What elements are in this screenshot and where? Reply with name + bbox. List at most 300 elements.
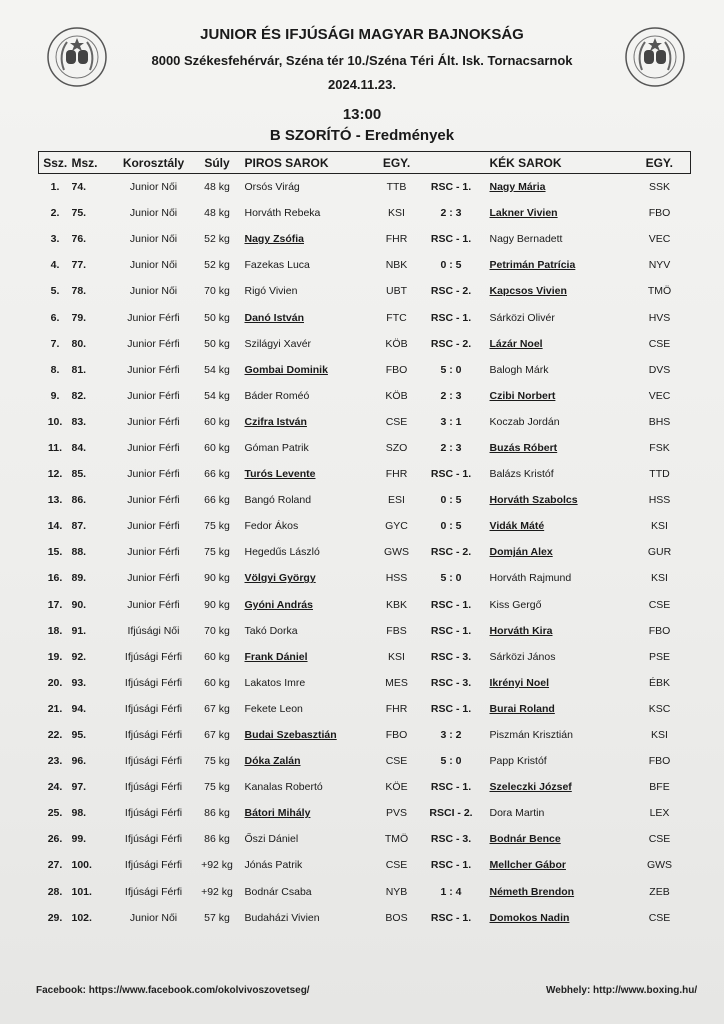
row-weight: 52 kg: [204, 259, 230, 272]
blue-corner-boxer: Ikrényi Noel: [489, 676, 550, 689]
row-weight: 50 kg: [204, 311, 230, 324]
table-row: [39, 592, 691, 618]
blue-corner-boxer: Sárközi János: [489, 650, 556, 663]
bout-result: 2 : 3: [440, 441, 462, 454]
table-row: [39, 461, 691, 487]
row-msz: 94.: [71, 702, 87, 715]
row-msz: 85.: [71, 468, 87, 481]
red-corner-boxer: Horváth Rebeka: [244, 207, 321, 220]
row-age-group: Ifjúsági Férfi: [124, 755, 183, 768]
blue-corner-club: GWS: [646, 859, 673, 872]
row-ssz: 1.: [50, 181, 60, 194]
row-msz: 101.: [71, 885, 92, 898]
blue-corner-club: KSI: [651, 729, 668, 742]
federation-logo-right: [624, 26, 686, 88]
row-age-group: Junior Női: [129, 181, 178, 194]
row-msz: 83.: [71, 415, 87, 428]
event-date: 2024.11.23.: [328, 77, 396, 92]
red-corner-boxer: Turós Levente: [244, 468, 316, 481]
bout-result: RSC - 1.: [430, 598, 472, 611]
row-age-group: Ifjúsági Férfi: [124, 729, 183, 742]
row-ssz: 18.: [47, 624, 63, 637]
table-row: [39, 252, 691, 278]
red-corner-club: CSE: [385, 859, 408, 872]
red-corner-boxer: Fazekas Luca: [244, 259, 310, 272]
blue-corner-club: GUR: [647, 546, 672, 559]
table-row: [39, 618, 691, 644]
red-corner-club: FHR: [385, 702, 408, 715]
row-age-group: Junior Férfi: [127, 598, 180, 611]
row-ssz: 14.: [47, 520, 63, 533]
row-age-group: Junior Férfi: [127, 441, 180, 454]
row-msz: 82.: [71, 389, 87, 402]
row-ssz: 17.: [47, 598, 63, 611]
row-age-group: Ifjúsági Férfi: [124, 885, 183, 898]
blue-corner-boxer: Kapcsos Vivien: [489, 285, 567, 298]
blue-corner-club: DVS: [648, 363, 671, 376]
facebook-link[interactable]: Facebook: https://www.facebook.com/okolvivoszovetseg/: [36, 985, 310, 996]
row-age-group: Ifjúsági Férfi: [124, 807, 183, 820]
red-corner-boxer: Gyóni András: [244, 598, 313, 611]
row-ssz: 12.: [47, 468, 63, 481]
red-corner-club: UBT: [386, 285, 407, 298]
blue-corner-boxer: Mellcher Gábor: [489, 859, 566, 872]
table-row: [39, 696, 691, 722]
bout-result: RSC - 2.: [430, 285, 472, 298]
row-msz: 89.: [71, 572, 87, 585]
bout-result: 5 : 0: [440, 363, 462, 376]
row-ssz: 7.: [50, 337, 60, 350]
table-row: [39, 644, 691, 670]
red-corner-club: GWS: [383, 546, 410, 559]
row-weight: 60 kg: [204, 676, 230, 689]
bout-result: RSC - 2.: [430, 337, 472, 350]
blue-corner-club: KSI: [651, 520, 668, 533]
table-row: [39, 174, 691, 201]
row-age-group: Ifjúsági Női: [127, 624, 180, 637]
blue-corner-club: HSS: [648, 494, 671, 507]
row-age-group: Ifjúsági Férfi: [124, 781, 183, 794]
red-corner-boxer: Fekete Leon: [244, 702, 303, 715]
col-header-age-group: Korosztály: [110, 152, 198, 174]
row-msz: 81.: [71, 363, 87, 376]
bout-result: RSC - 1.: [430, 624, 472, 637]
blue-corner-boxer: Vidák Máté: [489, 520, 545, 533]
blue-corner-boxer: Balogh Márk: [489, 363, 549, 376]
row-msz: 98.: [71, 807, 87, 820]
bout-result: RSC - 1.: [430, 781, 472, 794]
row-weight: 75 kg: [204, 781, 230, 794]
red-corner-club: FHR: [385, 233, 408, 246]
row-age-group: Junior Férfi: [127, 494, 180, 507]
row-ssz: 4.: [50, 259, 60, 272]
blue-corner-boxer: Horváth Szabolcs: [489, 494, 578, 507]
bout-result: RSC - 2.: [430, 546, 472, 559]
bout-result: 3 : 2: [440, 729, 462, 742]
row-weight: 54 kg: [204, 363, 230, 376]
red-corner-club: TTB: [386, 181, 407, 194]
bout-result: RSCI - 2.: [429, 807, 473, 820]
row-msz: 84.: [71, 441, 87, 454]
row-weight: 75 kg: [204, 755, 230, 768]
blue-corner-boxer: Buzás Róbert: [489, 441, 558, 454]
table-row: [39, 357, 691, 383]
table-header-row: [39, 152, 691, 174]
red-corner-boxer: Góman Patrik: [244, 441, 309, 454]
results-subtitle: B SZORÍTÓ - Eredmények: [269, 127, 455, 144]
row-msz: 87.: [71, 520, 87, 533]
red-corner-club: FBO: [385, 729, 408, 742]
row-weight: 90 kg: [204, 572, 230, 585]
blue-corner-club: CSE: [648, 337, 671, 350]
table-row: [39, 304, 691, 330]
row-age-group: Junior Férfi: [127, 546, 180, 559]
row-ssz: 26.: [47, 833, 63, 846]
bout-result: 5 : 0: [440, 572, 462, 585]
row-weight: +92 kg: [201, 885, 233, 898]
blue-corner-boxer: Piszmán Krisztián: [489, 729, 573, 742]
red-corner-club: MES: [385, 676, 408, 689]
row-ssz: 15.: [47, 546, 63, 559]
row-age-group: Junior Férfi: [127, 363, 180, 376]
blue-corner-club: VEC: [648, 233, 671, 246]
blue-corner-club: VEC: [648, 389, 671, 402]
blue-corner-boxer: Sárközi Olivér: [489, 311, 555, 324]
row-msz: 92.: [71, 650, 87, 663]
row-weight: 75 kg: [204, 546, 230, 559]
red-corner-club: TMÖ: [384, 833, 409, 846]
red-corner-boxer: Bátori Mihály: [244, 807, 311, 820]
red-corner-club: CSE: [385, 755, 408, 768]
col-header-blue-club: EGY.: [629, 152, 691, 174]
row-msz: 95.: [71, 729, 87, 742]
row-ssz: 9.: [50, 389, 60, 402]
red-corner-boxer: Takó Dorka: [244, 624, 298, 637]
table-row: [39, 826, 691, 852]
blue-corner-club: KSC: [648, 702, 671, 715]
red-corner-boxer: Rigó Vivien: [244, 285, 298, 298]
red-corner-boxer: Nagy Zsófia: [244, 233, 305, 246]
bout-result: 2 : 3: [440, 389, 462, 402]
row-weight: 60 kg: [204, 650, 230, 663]
blue-corner-boxer: Nagy Bernadett: [489, 233, 563, 246]
row-weight: +92 kg: [201, 859, 233, 872]
red-corner-boxer: Jónás Patrik: [244, 859, 303, 872]
row-ssz: 27.: [47, 859, 63, 872]
row-ssz: 21.: [47, 702, 63, 715]
red-corner-club: FTC: [386, 311, 407, 324]
row-weight: 75 kg: [204, 520, 230, 533]
bout-result: 1 : 4: [440, 885, 462, 898]
blue-corner-boxer: Lakner Vivien: [489, 207, 558, 220]
row-ssz: 23.: [47, 755, 63, 768]
red-corner-boxer: Czifra István: [244, 415, 307, 428]
table-row: [39, 200, 691, 226]
row-ssz: 29.: [47, 911, 63, 924]
row-ssz: 11.: [47, 441, 63, 454]
row-weight: 86 kg: [204, 833, 230, 846]
blue-corner-club: FBO: [648, 207, 671, 220]
blue-corner-boxer: Petrimán Patrícia: [489, 259, 576, 272]
row-msz: 99.: [71, 833, 87, 846]
red-corner-boxer: Gombai Dominik: [244, 363, 328, 376]
blue-corner-boxer: Balázs Kristóf: [489, 468, 554, 481]
row-weight: 90 kg: [204, 598, 230, 611]
bout-result: RSC - 1.: [430, 311, 472, 324]
table-row: [39, 722, 691, 748]
row-age-group: Ifjúsági Férfi: [124, 833, 183, 846]
col-header-msz: Msz.: [72, 152, 110, 174]
red-corner-club: ESI: [388, 494, 405, 507]
row-weight: 66 kg: [204, 494, 230, 507]
row-msz: 102.: [71, 911, 92, 924]
bout-result: RSC - 3.: [430, 833, 472, 846]
row-weight: 57 kg: [204, 911, 230, 924]
col-header-red-corner: PIROS SAROK: [237, 152, 375, 174]
red-corner-club: FBS: [386, 624, 407, 637]
col-header-blue-corner: KÉK SAROK: [484, 152, 629, 174]
row-weight: 60 kg: [204, 415, 230, 428]
red-corner-boxer: Frank Dániel: [244, 650, 308, 663]
row-ssz: 28.: [47, 885, 63, 898]
red-corner-club: FHR: [385, 468, 408, 481]
bout-result: RSC - 1.: [430, 911, 472, 924]
blue-corner-boxer: Kiss Gergő: [489, 598, 542, 611]
red-corner-club: CSE: [385, 415, 408, 428]
blue-corner-boxer: Nagy Mária: [489, 181, 546, 194]
col-header-weight: Súly: [198, 152, 237, 174]
red-corner-club: NBK: [385, 259, 408, 272]
row-age-group: Ifjúsági Férfi: [124, 702, 183, 715]
row-weight: 67 kg: [204, 702, 230, 715]
bout-result: RSC - 1.: [430, 181, 472, 194]
red-corner-club: KÖE: [385, 781, 408, 794]
bout-result: 3 : 1: [440, 415, 462, 428]
blue-corner-club: FBO: [648, 755, 671, 768]
bout-result: RSC - 1.: [430, 233, 472, 246]
bout-result: 2 : 3: [440, 207, 462, 220]
blue-corner-boxer: Domokos Nadin: [489, 911, 570, 924]
red-corner-club: GYC: [385, 520, 408, 533]
row-msz: 77.: [71, 259, 87, 272]
row-age-group: Junior Női: [129, 911, 178, 924]
row-weight: 60 kg: [204, 441, 230, 454]
red-corner-club: HSS: [385, 572, 408, 585]
row-weight: 66 kg: [204, 468, 230, 481]
blue-corner-boxer: Lázár Noel: [489, 337, 543, 350]
bout-result: RSC - 3.: [430, 650, 472, 663]
row-weight: 67 kg: [204, 729, 230, 742]
blue-corner-club: FSK: [649, 441, 670, 454]
blue-corner-club: KSI: [651, 572, 668, 585]
row-weight: 48 kg: [204, 181, 230, 194]
bout-result: RSC - 3.: [430, 676, 472, 689]
row-age-group: Junior Férfi: [127, 311, 180, 324]
table-row: [39, 670, 691, 696]
row-weight: 54 kg: [204, 389, 230, 402]
blue-corner-boxer: Horváth Kira: [489, 624, 553, 637]
blue-corner-boxer: Czibi Norbert: [489, 389, 556, 402]
red-corner-boxer: Hegedűs László: [244, 546, 320, 559]
row-msz: 88.: [71, 546, 87, 559]
row-age-group: Junior Női: [129, 233, 178, 246]
row-msz: 79.: [71, 311, 87, 324]
red-corner-boxer: Báder Roméó: [244, 389, 310, 402]
row-msz: 86.: [71, 494, 87, 507]
blue-corner-boxer: Koczab Jordán: [489, 415, 560, 428]
red-corner-boxer: Danó István: [244, 311, 305, 324]
row-weight: 70 kg: [204, 624, 230, 637]
red-corner-boxer: Kanalas Robertó: [244, 781, 323, 794]
row-weight: 52 kg: [204, 233, 230, 246]
table-row: [39, 487, 691, 513]
blue-corner-club: PSE: [648, 650, 670, 663]
table-row: [39, 226, 691, 252]
row-ssz: 24.: [47, 781, 63, 794]
red-corner-club: KÖB: [385, 337, 408, 350]
table-row: [39, 331, 691, 357]
table-row: [39, 539, 691, 565]
blue-corner-club: ÉBK: [648, 676, 670, 689]
row-ssz: 2.: [50, 207, 60, 220]
row-msz: 80.: [71, 337, 87, 350]
blue-corner-club: TMÖ: [647, 285, 672, 298]
results-table: [38, 151, 691, 931]
bout-result: RSC - 1.: [430, 859, 472, 872]
red-corner-club: KSI: [388, 650, 405, 663]
blue-corner-club: ZEB: [649, 885, 670, 898]
row-ssz: 20.: [47, 676, 63, 689]
red-corner-boxer: Budaházi Vivien: [244, 911, 320, 924]
table-row: [39, 565, 691, 591]
row-age-group: Junior Férfi: [127, 520, 180, 533]
table-row: [39, 435, 691, 461]
blue-corner-club: CSE: [648, 911, 671, 924]
row-ssz: 22.: [47, 729, 63, 742]
red-corner-boxer: Szilágyi Xavér: [244, 337, 312, 350]
blue-corner-club: SSK: [648, 181, 670, 194]
table-row: [39, 879, 691, 905]
table-row: [39, 800, 691, 826]
blue-corner-club: BFE: [649, 781, 670, 794]
blue-corner-club: CSE: [648, 833, 671, 846]
table-row: [39, 748, 691, 774]
blue-corner-club: TTD: [649, 468, 670, 481]
red-corner-boxer: Bodnár Csaba: [244, 885, 312, 898]
blue-corner-boxer: Bodnár Bence: [489, 833, 561, 846]
row-ssz: 16.: [47, 572, 63, 585]
row-age-group: Junior Női: [129, 285, 178, 298]
col-header-red-club: EGY.: [375, 152, 419, 174]
blue-corner-boxer: Horváth Rajmund: [489, 572, 572, 585]
red-corner-club: FBO: [385, 363, 408, 376]
red-corner-boxer: Budai Szebasztián: [244, 729, 337, 742]
row-msz: 76.: [71, 233, 87, 246]
championship-title: JUNIOR ÉS IFJÚSÁGI MAGYAR BAJNOKSÁG: [200, 26, 524, 43]
bout-result: 0 : 5: [440, 494, 462, 507]
blue-corner-boxer: Papp Kristóf: [489, 755, 547, 768]
row-ssz: 6.: [50, 311, 60, 324]
red-corner-club: KÖB: [385, 389, 408, 402]
red-corner-club: KBK: [385, 598, 407, 611]
red-corner-club: SZO: [385, 441, 408, 454]
blue-corner-club: NYV: [648, 259, 671, 272]
row-age-group: Ifjúsági Férfi: [124, 650, 183, 663]
row-age-group: Ifjúsági Férfi: [124, 676, 183, 689]
venue-address: 8000 Székesfehérvár, Széna tér 10./Széna Téri Ált. Isk. Tornacsarnok: [151, 53, 573, 68]
session-time: 13:00: [342, 106, 382, 123]
row-age-group: Junior Férfi: [127, 389, 180, 402]
row-ssz: 10.: [47, 415, 63, 428]
row-age-group: Junior Férfi: [127, 468, 180, 481]
table-row: [39, 852, 691, 878]
row-ssz: 25.: [47, 807, 63, 820]
row-msz: 91.: [71, 624, 87, 637]
bout-result: 0 : 5: [440, 259, 462, 272]
row-msz: 100.: [71, 859, 92, 872]
row-age-group: Junior Női: [129, 207, 178, 220]
blue-corner-club: BHS: [648, 415, 671, 428]
row-ssz: 8.: [50, 363, 60, 376]
row-weight: 70 kg: [204, 285, 230, 298]
red-corner-boxer: Őszi Dániel: [244, 833, 299, 846]
col-header-ssz: Ssz.: [39, 152, 72, 174]
blue-corner-boxer: Németh Brendon: [489, 885, 575, 898]
table-row: [39, 905, 691, 931]
red-corner-boxer: Völgyi György: [244, 572, 316, 585]
row-age-group: Junior Férfi: [127, 337, 180, 350]
blue-corner-club: LEX: [649, 807, 670, 820]
blue-corner-club: CSE: [648, 598, 671, 611]
red-corner-boxer: Bangó Roland: [244, 494, 312, 507]
blue-corner-club: HVS: [648, 311, 671, 324]
red-corner-boxer: Dóka Zalán: [244, 755, 301, 768]
row-weight: 48 kg: [204, 207, 230, 220]
row-msz: 93.: [71, 676, 87, 689]
blue-corner-boxer: Burai Roland: [489, 702, 555, 715]
website-link[interactable]: Webhely: http://www.boxing.hu/: [546, 985, 698, 996]
row-msz: 96.: [71, 755, 87, 768]
bout-result: RSC - 1.: [430, 702, 472, 715]
table-row: [39, 513, 691, 539]
row-weight: 86 kg: [204, 807, 230, 820]
table-row: [39, 774, 691, 800]
row-msz: 90.: [71, 598, 87, 611]
red-corner-club: NYB: [385, 885, 408, 898]
row-age-group: Junior Férfi: [127, 415, 180, 428]
row-age-group: Ifjúsági Férfi: [124, 859, 183, 872]
results-body: [39, 174, 691, 931]
bout-result: RSC - 1.: [430, 468, 472, 481]
row-ssz: 13.: [47, 494, 63, 507]
row-msz: 78.: [71, 285, 87, 298]
col-header-result: [419, 152, 484, 174]
row-msz: 97.: [71, 781, 87, 794]
red-corner-boxer: Fedor Ákos: [244, 520, 299, 533]
row-age-group: Junior Férfi: [127, 572, 180, 585]
row-age-group: Junior Női: [129, 259, 178, 272]
bout-result: 0 : 5: [440, 520, 462, 533]
federation-logo-left: [46, 26, 108, 88]
row-ssz: 3.: [50, 233, 60, 246]
blue-corner-boxer: Domján Alex: [489, 546, 553, 559]
row-msz: 75.: [71, 207, 87, 220]
blue-corner-boxer: Szeleczki József: [489, 781, 572, 794]
row-ssz: 5.: [50, 285, 60, 298]
row-weight: 50 kg: [204, 337, 230, 350]
blue-corner-boxer: Dora Martin: [489, 807, 545, 820]
row-ssz: 19.: [47, 650, 63, 663]
